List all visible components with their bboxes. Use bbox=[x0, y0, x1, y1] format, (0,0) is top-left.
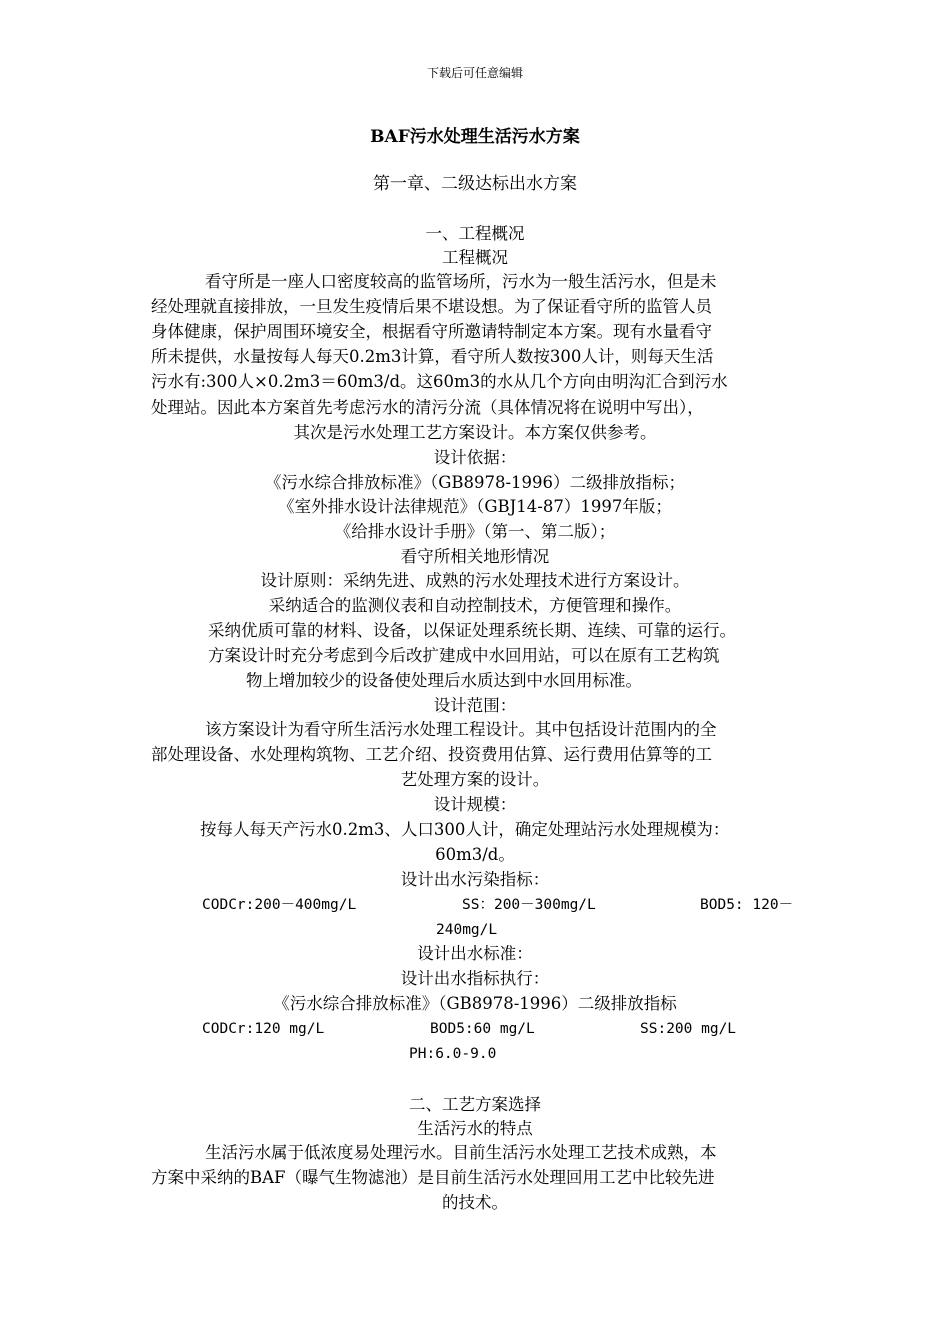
scope-line-3: 艺处理方案的设计。 bbox=[400, 770, 550, 789]
design-basis-label: 设计依据： bbox=[433, 448, 517, 467]
design-scope-label: 设计范围： bbox=[433, 696, 517, 715]
basis-item-3: 《给排水设计手册》（第一、第二版）； bbox=[334, 522, 616, 541]
section-heading-2: 二、工艺方案选择 bbox=[409, 1095, 541, 1114]
overview-line-7: 其次是污水处理工艺方案设计。本方案仅供参考。 bbox=[293, 423, 657, 442]
outflow-ph: PH:6.0-9.0 bbox=[409, 1046, 497, 1062]
overview-line-5: 污水有:300人×0.2m3＝60m3/d。这60m3的水从几个方向由明沟汇合到污水 bbox=[151, 372, 728, 391]
outflow-ss: SS:200 mg/L bbox=[640, 1021, 737, 1037]
inflow-ss: SS：200－300mg/L bbox=[462, 897, 596, 913]
scale-line-2: 60m3/d。 bbox=[435, 845, 515, 864]
subheading-overview: 工程概况 bbox=[442, 248, 508, 267]
inflow-cod: CODCr:200－400mg/L bbox=[202, 897, 357, 913]
inflow-bod: BOD5: 120－ bbox=[700, 897, 794, 913]
outflow-standard-name: 《污水综合排放标准》（GB8978-1996）二级排放指标 bbox=[273, 994, 677, 1013]
principle-line-3: 采纳优质可靠的材料、设备，以保证处理系统长期、连续、可靠的运行。 bbox=[208, 621, 736, 640]
principle-line-5: 物上增加较少的设备使处理后水质达到中水回用标准。 bbox=[246, 671, 642, 690]
principle-line-2: 采纳适合的监测仪表和自动控制技术，方便管理和操作。 bbox=[268, 596, 682, 615]
chapter-heading: 第一章、二级达标出水方案 bbox=[373, 174, 577, 194]
overview-line-6: 处理站。因此本方案首先考虑污水的清污分流（具体情况将在说明中写出）， bbox=[151, 398, 704, 417]
inflow-indicators-label: 设计出水污染指标： bbox=[400, 870, 550, 889]
basis-item-1: 《污水综合排放标准》（GB8978-1996）二级排放指标； bbox=[264, 473, 686, 492]
basis-item-2: 《室外排水设计法律规范》（GBJ14-87）1997年版； bbox=[278, 497, 672, 516]
scope-line-1: 该方案设计为看守所生活污水处理工程设计。其中包括设计范围内的全 bbox=[205, 720, 717, 739]
document-title: BAF污水处理生活污水方案 bbox=[370, 127, 580, 147]
outflow-bod: BOD5:60 mg/L bbox=[430, 1021, 535, 1037]
overview-line-1: 看守所是一座人口密度较高的监管场所，污水为一般生活污水，但是未 bbox=[205, 272, 717, 291]
outflow-exec-label: 设计出水指标执行： bbox=[400, 969, 550, 988]
inflow-bod-cont: 240mg/L bbox=[436, 922, 498, 938]
scale-line-1: 按每人每天产污水0.2m3、人口300人计，确定处理站污水处理规模为： bbox=[200, 820, 730, 839]
section-heading-1: 一、工程概况 bbox=[425, 224, 525, 243]
principle-line-1: 设计原则：采纳先进、成熟的污水处理技术进行方案设计。 bbox=[260, 571, 690, 590]
overview-line-2: 经处理就直接排放，一旦发生疫情后果不堪设想。为了保证看守所的监管人员 bbox=[151, 297, 712, 316]
outflow-standard-label: 设计出水标准： bbox=[417, 944, 533, 963]
subheading-characteristics: 生活污水的特点 bbox=[417, 1119, 533, 1138]
outflow-cod: CODCr:120 mg/L bbox=[202, 1021, 325, 1037]
header-note: 下载后可任意编辑 bbox=[426, 66, 523, 80]
characteristics-line-1: 生活污水属于低浓度易处理污水。目前生活污水处理工艺技术成熟，本 bbox=[205, 1143, 717, 1162]
basis-item-4: 看守所相关地形情况 bbox=[400, 547, 550, 566]
scope-line-2: 部处理设备、水处理构筑物、工艺介绍、投资费用估算、运行费用估算等的工 bbox=[151, 745, 712, 764]
overview-line-4: 所未提供，水量按每人每天0.2m3计算，看守所人数按300人计，则每天生活 bbox=[151, 347, 714, 366]
characteristics-line-3: 的技术。 bbox=[442, 1193, 508, 1212]
design-scale-label: 设计规模： bbox=[433, 795, 517, 814]
overview-line-3: 身体健康，保护周围环境安全，根据看守所邀请特制定本方案。现有水量看守 bbox=[151, 322, 712, 341]
characteristics-line-2: 方案中采纳的BAF（曝气生物滤池）是目前生活污水处理回用工艺中比较先进 bbox=[151, 1168, 715, 1187]
principle-line-4: 方案设计时充分考虑到今后改扩建成中水回用站，可以在原有工艺构筑 bbox=[208, 646, 720, 665]
